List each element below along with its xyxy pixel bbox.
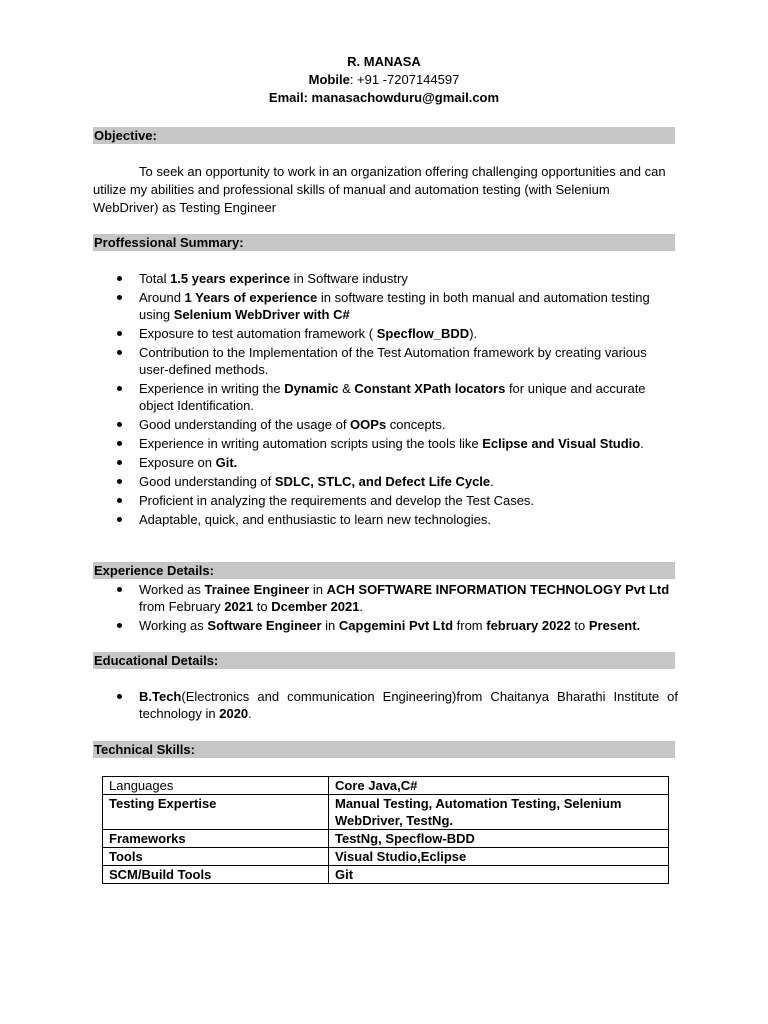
list-item-text: february 2022	[486, 618, 571, 633]
list-item-text: in	[321, 618, 339, 633]
list-item-text: Worked as	[139, 582, 205, 597]
skill-value: Visual Studio,Eclipse	[329, 848, 669, 866]
list-item-text: in software testing in both manual and automation testing using	[139, 290, 650, 322]
list-item-text: .	[640, 436, 644, 451]
experience-heading: Experience Details:	[93, 562, 675, 579]
list-item	[93, 688, 678, 722]
list-item-text: ).	[469, 326, 478, 341]
objective-text	[93, 163, 678, 217]
list-item-text: in	[309, 582, 327, 597]
list-item-text: .	[248, 706, 252, 721]
list-item-text: Specflow_BDD	[376, 326, 470, 341]
list-item	[93, 344, 678, 378]
list-item-text: Constant XPath locators	[354, 381, 506, 396]
list-item-text: Adaptable, quick, and enthusiastic to learn new technologies.	[139, 512, 491, 527]
objective-paragraph: To seek an opportunity to work in an organization offering challenging opportunities and can utilize my abilities and professional skills of manual and automation testing (with Selenium WebDriver) as Testing Engineer	[93, 164, 666, 215]
list-item-text: Proficient in analyzing the requirements and develop the Test Cases.	[139, 493, 535, 508]
list-item	[93, 617, 678, 634]
list-item	[93, 325, 678, 342]
list-item-text: Good understanding of the usage of	[139, 417, 351, 432]
table-row	[103, 848, 669, 866]
summary-heading: Proffessional Summary:	[93, 234, 675, 251]
resume-header	[0, 53, 768, 107]
list-item-text: Dynamic	[284, 381, 339, 396]
summary-list	[93, 270, 678, 530]
list-item-text: Good understanding of	[139, 474, 275, 489]
list-item-text: 2021	[224, 599, 254, 614]
list-item-text: Total	[139, 271, 171, 286]
list-item-text: Experience in writing automation scripts using the tools like	[139, 436, 483, 451]
list-item-text: Around	[139, 290, 185, 305]
list-item-text: Dcember 2021	[271, 599, 360, 614]
list-item-text: Git.	[215, 455, 238, 470]
list-item-text: &	[338, 381, 355, 396]
skill-category: SCM/Build Tools	[103, 866, 329, 884]
table-row	[103, 777, 669, 795]
skills-table	[102, 776, 669, 884]
email-line	[0, 89, 768, 107]
list-item	[93, 454, 678, 471]
list-item-text: Capgemini Pvt Ltd	[338, 618, 454, 633]
skill-value: Git	[329, 866, 669, 884]
objective-heading: Objective:	[93, 127, 675, 144]
list-item-text: SDLC, STLC, and Defect Life Cycle	[274, 474, 491, 489]
list-item	[93, 289, 678, 323]
list-item-text: concepts.	[386, 417, 446, 432]
list-item	[93, 380, 678, 414]
mobile-label: Mobile	[308, 72, 350, 87]
list-item-text: OOPs	[350, 417, 387, 432]
list-item	[93, 270, 678, 287]
list-item	[93, 511, 678, 528]
list-item-text: from	[453, 618, 487, 633]
list-item	[93, 581, 678, 615]
list-item-text: Exposure to test automation framework (	[139, 326, 377, 341]
candidate-name: R. MANASA	[347, 54, 421, 69]
list-item	[93, 492, 678, 509]
list-item-text: Selenium WebDriver with C#	[173, 307, 350, 322]
skill-category: Frameworks	[103, 830, 329, 848]
education-list	[93, 688, 678, 724]
mobile-line	[0, 71, 768, 89]
list-item-text: from February	[139, 599, 225, 614]
list-item-text: B.Tech	[139, 689, 182, 704]
list-item-text: Present.	[588, 618, 641, 633]
list-item-text: Experience in writing the	[139, 381, 285, 396]
skill-category: Languages	[103, 777, 329, 795]
list-item-text: to	[570, 618, 589, 633]
list-item	[93, 473, 678, 490]
list-item-text: 2020	[219, 706, 249, 721]
table-row	[103, 866, 669, 884]
skill-value: Core Java,C#	[329, 777, 669, 795]
list-item-text: to	[253, 599, 272, 614]
list-item-text: Contribution to the Implementation of the Test Automation framework by creating various user-defined methods.	[139, 345, 647, 377]
list-item-text: for unique and accurate object Identification.	[139, 381, 646, 413]
skill-category: Tools	[103, 848, 329, 866]
skill-value: Manual Testing, Automation Testing, Selenium WebDriver, TestNg.	[329, 795, 669, 830]
list-item-text: ACH SOFTWARE INFORMATION TECHNOLOGY Pvt Ltd	[326, 582, 670, 597]
skill-value: TestNg, Specflow-BDD	[329, 830, 669, 848]
list-item-text: 1 Years of experience	[184, 290, 318, 305]
table-row	[103, 795, 669, 830]
list-item-text: Eclipse and Visual Studio	[482, 436, 641, 451]
list-item-text: Exposure on	[139, 455, 216, 470]
list-item-text: Trainee Engineer	[204, 582, 310, 597]
email-value: : manasachowduru@gmail.com	[303, 90, 500, 105]
email-label: Email	[268, 90, 304, 105]
list-item-text: 1.5 years experince	[170, 271, 291, 286]
list-item-text: .	[359, 599, 364, 614]
list-item-text: in Software industry	[290, 271, 408, 286]
education-heading: Educational Details:	[93, 652, 675, 669]
skills-heading: Technical Skills:	[93, 741, 675, 758]
skill-category: Testing Expertise	[103, 795, 329, 830]
experience-list	[93, 581, 678, 636]
list-item	[93, 416, 678, 433]
mobile-value: : +91 -7207144597	[349, 72, 460, 87]
list-item-text: .	[490, 474, 494, 489]
list-item	[93, 435, 678, 452]
list-item-text: (Electronics and communication Engineering)from Chaitanya Bharathi Institute of technology in	[139, 689, 678, 721]
list-item-text: Software Engineer	[207, 618, 322, 633]
table-row	[103, 830, 669, 848]
list-item-text: Working as	[139, 618, 208, 633]
